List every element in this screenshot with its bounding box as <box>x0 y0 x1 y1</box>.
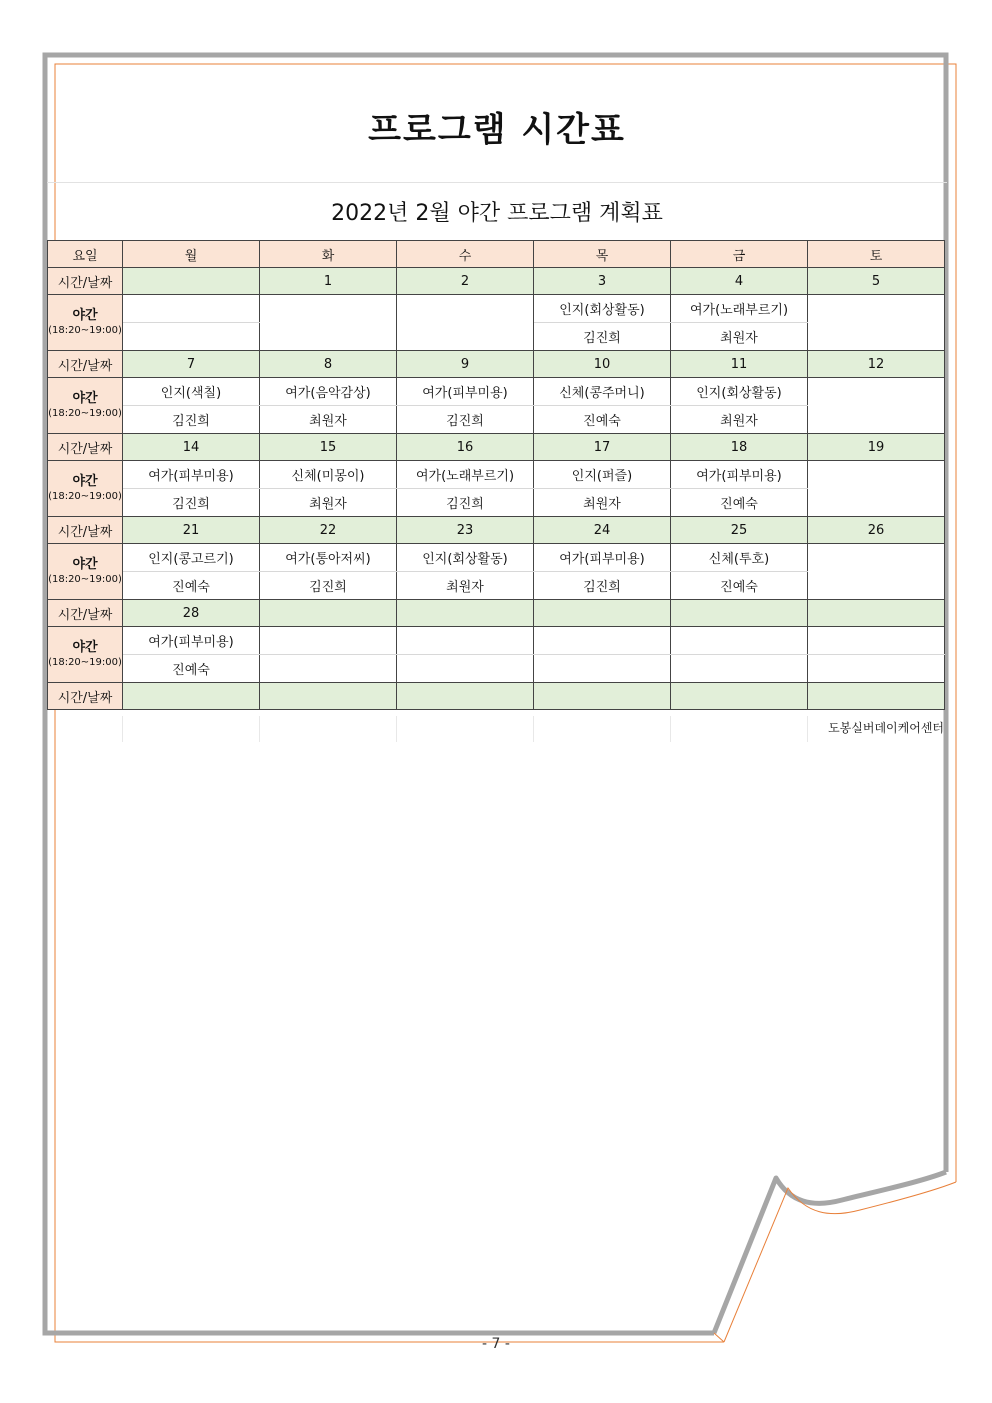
schedule-table <box>47 240 945 710</box>
date-cell: 15 <box>260 434 397 461</box>
program-cell: 여가(피부미용) <box>397 378 534 406</box>
program-label-title: 야간 <box>72 473 98 489</box>
staff-cell: 김진희 <box>397 489 534 517</box>
program-label <box>48 295 123 351</box>
staff-cell: 최원자 <box>534 489 671 517</box>
program-cell: 인지(색칠) <box>123 378 260 406</box>
header-day: 금 <box>671 241 808 268</box>
program-label-title: 야간 <box>72 556 98 572</box>
date-row <box>48 600 945 627</box>
program-cell: 여가(피부미용) <box>123 627 260 655</box>
program-label-title: 야간 <box>72 639 98 655</box>
program-label <box>48 544 123 600</box>
date-cell: 8 <box>260 351 397 378</box>
date-row <box>48 517 945 544</box>
program-label-title: 야간 <box>72 390 98 406</box>
header-label: 요일 <box>48 241 123 268</box>
date-row <box>48 683 945 710</box>
date-cell: 26 <box>808 517 945 544</box>
date-cell <box>260 683 397 710</box>
date-cell <box>671 600 808 627</box>
date-cell <box>123 268 260 295</box>
empty-diagonal-cell <box>808 295 945 351</box>
staff-cell: 김진희 <box>534 572 671 600</box>
header-day: 화 <box>260 241 397 268</box>
program-cell: 여가(통아저씨) <box>260 544 397 572</box>
staff-cell <box>123 323 260 351</box>
date-cell <box>808 600 945 627</box>
staff-cell <box>534 655 671 683</box>
date-cell: 1 <box>260 268 397 295</box>
center-name-footnote: 도봉실버데이케어센터 <box>828 721 944 735</box>
date-cell: 11 <box>671 351 808 378</box>
header-day: 월 <box>123 241 260 268</box>
staff-cell: 진예숙 <box>123 655 260 683</box>
staff-cell <box>260 655 397 683</box>
header-row <box>48 241 945 268</box>
date-cell <box>397 600 534 627</box>
program-row <box>48 544 945 572</box>
program-cell: 인지(퍼즐) <box>534 461 671 489</box>
date-cell <box>397 683 534 710</box>
program-cell: 여가(피부미용) <box>534 544 671 572</box>
page-curl-orange <box>724 1182 956 1342</box>
program-cell: 여가(음악감상) <box>260 378 397 406</box>
staff-cell: 진예숙 <box>671 489 808 517</box>
program-cell <box>808 627 945 655</box>
date-row <box>48 434 945 461</box>
date-cell: 19 <box>808 434 945 461</box>
date-cell: 10 <box>534 351 671 378</box>
header-day: 목 <box>534 241 671 268</box>
date-cell: 17 <box>534 434 671 461</box>
program-cell: 인지(회상활동) <box>534 295 671 323</box>
ghost-gridline <box>533 716 534 742</box>
page-title: 프로그램 시간표 <box>368 110 626 150</box>
program-cell: 여가(노래부르기) <box>397 461 534 489</box>
date-row-label: 시간/날짜 <box>48 600 123 627</box>
date-cell: 4 <box>671 268 808 295</box>
header-day: 토 <box>808 241 945 268</box>
program-label-time: (18:20~19:00) <box>48 657 122 669</box>
date-cell <box>260 600 397 627</box>
program-cell: 신체(투호) <box>671 544 808 572</box>
date-cell: 16 <box>397 434 534 461</box>
date-row-label: 시간/날짜 <box>48 683 123 710</box>
empty-diagonal-cell <box>260 295 397 351</box>
date-cell: 18 <box>671 434 808 461</box>
staff-cell <box>808 655 945 683</box>
page-number: - 7 - <box>482 1336 510 1352</box>
program-cell <box>397 627 534 655</box>
ghost-gridline <box>122 716 123 742</box>
ghost-gridline <box>670 716 671 742</box>
date-cell <box>123 683 260 710</box>
schedule-title: 2022년 2월 야간 프로그램 계획표 <box>331 201 663 226</box>
date-cell: 7 <box>123 351 260 378</box>
empty-diagonal-cell <box>808 544 945 600</box>
date-cell: 12 <box>808 351 945 378</box>
program-label <box>48 627 123 683</box>
ghost-gridline <box>259 716 260 742</box>
program-row <box>48 461 945 489</box>
program-cell <box>671 627 808 655</box>
date-cell: 23 <box>397 517 534 544</box>
program-label-time: (18:20~19:00) <box>48 325 122 337</box>
ghost-gridline <box>396 716 397 742</box>
empty-diagonal-cell <box>808 378 945 434</box>
date-cell <box>534 683 671 710</box>
date-row-label: 시간/날짜 <box>48 268 123 295</box>
program-label <box>48 378 123 434</box>
schedule-body <box>48 241 945 710</box>
program-label <box>48 461 123 517</box>
date-row-label: 시간/날짜 <box>48 517 123 544</box>
staff-cell: 김진희 <box>123 406 260 434</box>
date-cell <box>808 683 945 710</box>
staff-cell: 최원자 <box>671 406 808 434</box>
header-day: 수 <box>397 241 534 268</box>
staff-cell: 최원자 <box>397 572 534 600</box>
program-cell: 여가(피부미용) <box>671 461 808 489</box>
program-cell: 신체(콩주머니) <box>534 378 671 406</box>
program-cell: 인지(콩고르기) <box>123 544 260 572</box>
program-cell: 인지(회상활동) <box>397 544 534 572</box>
staff-cell: 김진희 <box>397 406 534 434</box>
date-row-label: 시간/날짜 <box>48 434 123 461</box>
staff-cell: 진예숙 <box>534 406 671 434</box>
program-label-time: (18:20~19:00) <box>48 491 122 503</box>
date-cell: 5 <box>808 268 945 295</box>
staff-cell: 김진희 <box>534 323 671 351</box>
empty-diagonal-cell <box>808 461 945 517</box>
staff-cell: 진예숙 <box>123 572 260 600</box>
date-cell: 25 <box>671 517 808 544</box>
date-cell: 3 <box>534 268 671 295</box>
date-cell <box>671 683 808 710</box>
program-row <box>48 627 945 655</box>
program-cell <box>123 295 260 323</box>
date-cell: 22 <box>260 517 397 544</box>
program-cell: 여가(노래부르기) <box>671 295 808 323</box>
empty-diagonal-cell <box>397 295 534 351</box>
staff-row <box>48 655 945 683</box>
program-row <box>48 295 945 323</box>
program-cell: 인지(회상활동) <box>671 378 808 406</box>
date-cell: 28 <box>123 600 260 627</box>
staff-cell: 김진희 <box>260 572 397 600</box>
date-row <box>48 268 945 295</box>
staff-cell: 김진희 <box>123 489 260 517</box>
date-cell: 24 <box>534 517 671 544</box>
staff-cell: 최원자 <box>671 323 808 351</box>
staff-cell <box>671 655 808 683</box>
program-label-time: (18:20~19:00) <box>48 408 122 420</box>
staff-cell: 최원자 <box>260 406 397 434</box>
title-divider <box>47 182 947 183</box>
date-cell: 2 <box>397 268 534 295</box>
program-cell: 여가(피부미용) <box>123 461 260 489</box>
program-cell <box>260 627 397 655</box>
date-cell: 21 <box>123 517 260 544</box>
program-label-title: 야간 <box>72 307 98 323</box>
date-cell: 9 <box>397 351 534 378</box>
staff-cell: 최원자 <box>260 489 397 517</box>
date-row-label: 시간/날짜 <box>48 351 123 378</box>
program-label-time: (18:20~19:00) <box>48 574 122 586</box>
program-cell: 신체(미몽이) <box>260 461 397 489</box>
program-row <box>48 378 945 406</box>
date-cell: 14 <box>123 434 260 461</box>
date-row <box>48 351 945 378</box>
date-cell <box>534 600 671 627</box>
staff-cell <box>397 655 534 683</box>
staff-cell: 진예숙 <box>671 572 808 600</box>
program-cell <box>534 627 671 655</box>
